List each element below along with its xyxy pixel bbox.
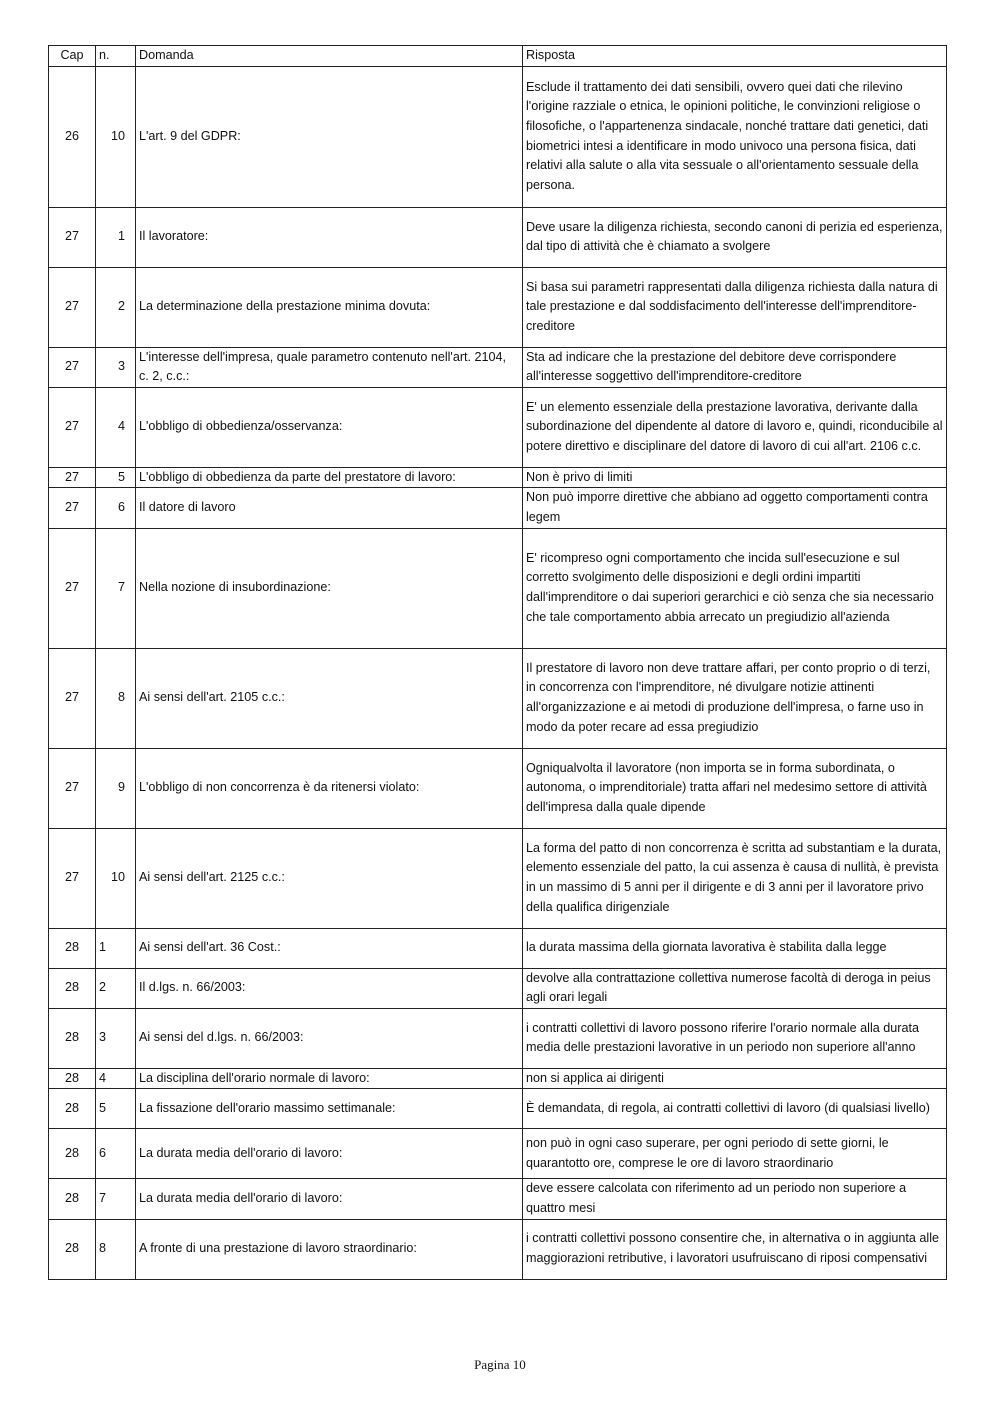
header-cap: Cap bbox=[49, 46, 96, 67]
cell-risposta: i contratti collettivi di lavoro possono riferire l'orario normale alla durata media delle prestazioni lavorative in un periodo non superiore all'anno bbox=[523, 1008, 947, 1068]
cell-risposta: Non è privo di limiti bbox=[523, 467, 947, 488]
cell-risposta: non può in ogni caso superare, per ogni periodo di sette giorni, le quarantotto ore, comprese le ore di lavoro straordinario bbox=[523, 1129, 947, 1179]
cell-risposta: Deve usare la diligenza richiesta, secondo canoni di perizia ed esperienza, dal tipo di attività che è chiamato a svolgere bbox=[523, 207, 947, 267]
cell-n: 7 bbox=[96, 1179, 136, 1219]
table-row bbox=[49, 828, 947, 928]
table-row bbox=[49, 467, 947, 488]
cell-domanda: Ai sensi dell'art. 2105 c.c.: bbox=[136, 648, 523, 748]
header-risposta: Risposta bbox=[523, 46, 947, 67]
table-row bbox=[49, 347, 947, 387]
cell-risposta: Esclude il trattamento dei dati sensibili, ovvero quei dati che rilevino l'origine razziale o etnica, le opinioni politiche, le convinzioni religiose o filosofiche, o l'appartenenza sindacale, nonché trattare dati genetici, dati biometrici intesi a identificare in modo univoco una persona fisica, dati relativi alla salute o alla vita sessuale o all'orientamento sessuale della persona. bbox=[523, 66, 947, 207]
cell-risposta: deve essere calcolata con riferimento ad un periodo non superiore a quattro mesi bbox=[523, 1179, 947, 1219]
cell-n: 10 bbox=[96, 828, 136, 928]
cell-n: 6 bbox=[96, 1129, 136, 1179]
cell-domanda: Ai sensi dell'art. 2125 c.c.: bbox=[136, 828, 523, 928]
cell-n: 5 bbox=[96, 1089, 136, 1129]
cell-n: 10 bbox=[96, 66, 136, 207]
cell-n: 2 bbox=[96, 267, 136, 347]
cell-cap: 28 bbox=[49, 928, 96, 968]
cell-domanda: L'obbligo di obbedienza/osservanza: bbox=[136, 387, 523, 467]
cell-domanda: Il datore di lavoro bbox=[136, 488, 523, 528]
cell-n: 8 bbox=[96, 648, 136, 748]
cell-cap: 28 bbox=[49, 1219, 96, 1279]
table-row bbox=[49, 528, 947, 648]
cell-domanda: Ai sensi dell'art. 36 Cost.: bbox=[136, 928, 523, 968]
table-row bbox=[49, 1068, 947, 1089]
table-row bbox=[49, 1129, 947, 1179]
cell-risposta: la durata massima della giornata lavorativa è stabilita dalla legge bbox=[523, 928, 947, 968]
cell-n: 5 bbox=[96, 467, 136, 488]
cell-risposta: Non può imporre direttive che abbiano ad oggetto comportamenti contra legem bbox=[523, 488, 947, 528]
cell-domanda: L'interesse dell'impresa, quale parametro contenuto nell'art. 2104, c. 2, c.c.: bbox=[136, 347, 523, 387]
table-row bbox=[49, 928, 947, 968]
cell-cap: 27 bbox=[49, 347, 96, 387]
cell-cap: 27 bbox=[49, 267, 96, 347]
table-row bbox=[49, 1219, 947, 1279]
cell-risposta: devolve alla contrattazione collettiva numerose facoltà di deroga in peius agli orari legali bbox=[523, 968, 947, 1008]
cell-risposta: Sta ad indicare che la prestazione del debitore deve corrispondere all'interesse soggettivo dell'imprenditore-creditore bbox=[523, 347, 947, 387]
cell-domanda: La determinazione della prestazione minima dovuta: bbox=[136, 267, 523, 347]
cell-risposta: La forma del patto di non concorrenza è scritta ad substantiam e la durata, elemento essenziale del patto, la cui assenza è causa di nullità, è prevista in un massimo di 5 anni per il dirigente e di 3 anni per il lavoratore privo della qualifica dirigenziale bbox=[523, 828, 947, 928]
table-row bbox=[49, 488, 947, 528]
table-row bbox=[49, 267, 947, 347]
cell-risposta: Si basa sui parametri rappresentati dalla diligenza richiesta dalla natura di tale prestazione e dal soddisfacimento dell'interesse dell'imprenditore-creditore bbox=[523, 267, 947, 347]
table-row bbox=[49, 1179, 947, 1219]
cell-n: 8 bbox=[96, 1219, 136, 1279]
table-row bbox=[49, 66, 947, 207]
cell-domanda: L'art. 9 del GDPR: bbox=[136, 66, 523, 207]
cell-cap: 27 bbox=[49, 467, 96, 488]
cell-n: 2 bbox=[96, 968, 136, 1008]
cell-cap: 28 bbox=[49, 1068, 96, 1089]
header-domanda: Domanda bbox=[136, 46, 523, 67]
cell-n: 4 bbox=[96, 387, 136, 467]
table-row bbox=[49, 748, 947, 828]
cell-n: 7 bbox=[96, 528, 136, 648]
cell-cap: 27 bbox=[49, 748, 96, 828]
cell-risposta: Il prestatore di lavoro non deve trattare affari, per conto proprio o di terzi, in concorrenza con l'imprenditore, né divulgare notizie attinenti all'organizzazione e ai metodi di produzione dell'impresa, o farne uso in modo da poter recare ad essa pregiudizio bbox=[523, 648, 947, 748]
cell-risposta: non si applica ai dirigenti bbox=[523, 1068, 947, 1089]
cell-cap: 27 bbox=[49, 528, 96, 648]
cell-n: 1 bbox=[96, 928, 136, 968]
table-row bbox=[49, 968, 947, 1008]
cell-cap: 27 bbox=[49, 207, 96, 267]
cell-cap: 28 bbox=[49, 1129, 96, 1179]
cell-risposta: E' ricompreso ogni comportamento che incida sull'esecuzione e sul corretto svolgimento delle disposizioni e degli ordini impartiti dall'imprenditore o dai superiori gerarchici e ciò senza che sia necessario che tale comportamento abbia arrecato un pregiudizio all'azienda bbox=[523, 528, 947, 648]
cell-domanda: L'obbligo di obbedienza da parte del prestatore di lavoro: bbox=[136, 467, 523, 488]
qa-table bbox=[48, 45, 947, 1280]
table-row bbox=[49, 207, 947, 267]
cell-domanda: Nella nozione di insubordinazione: bbox=[136, 528, 523, 648]
table-body bbox=[49, 66, 947, 1279]
header-n: n. bbox=[96, 46, 136, 67]
cell-risposta: i contratti collettivi possono consentire che, in alternativa o in aggiunta alle maggiorazioni retributive, i lavoratori usufruiscano di riposi compensativi bbox=[523, 1219, 947, 1279]
page-number: Pagina 10 bbox=[474, 1357, 526, 1372]
cell-domanda: La disciplina dell'orario normale di lavoro: bbox=[136, 1068, 523, 1089]
cell-risposta: E' un elemento essenziale della prestazione lavorativa, derivante dalla subordinazione del dipendente al datore di lavoro e, quindi, riconducibile al potere direttivo e disciplinare del datore di lavoro di cui all'art. 2106 c.c. bbox=[523, 387, 947, 467]
cell-cap: 27 bbox=[49, 387, 96, 467]
cell-cap: 27 bbox=[49, 488, 96, 528]
cell-domanda: La durata media dell'orario di lavoro: bbox=[136, 1129, 523, 1179]
cell-domanda: Il lavoratore: bbox=[136, 207, 523, 267]
cell-domanda: Ai sensi del d.lgs. n. 66/2003: bbox=[136, 1008, 523, 1068]
cell-domanda: A fronte di una prestazione di lavoro straordinario: bbox=[136, 1219, 523, 1279]
table-row bbox=[49, 648, 947, 748]
cell-n: 4 bbox=[96, 1068, 136, 1089]
cell-cap: 28 bbox=[49, 1008, 96, 1068]
cell-risposta: Ogniqualvolta il lavoratore (non importa se in forma subordinata, o autonoma, o imprenditoriale) tratta affari nel medesimo settore di attività dell'impresa dalla quale dipende bbox=[523, 748, 947, 828]
cell-cap: 28 bbox=[49, 1089, 96, 1129]
cell-cap: 27 bbox=[49, 648, 96, 748]
cell-domanda: Il d.lgs. n. 66/2003: bbox=[136, 968, 523, 1008]
cell-n: 6 bbox=[96, 488, 136, 528]
cell-n: 1 bbox=[96, 207, 136, 267]
cell-cap: 28 bbox=[49, 968, 96, 1008]
cell-domanda: La fissazione dell'orario massimo settimanale: bbox=[136, 1089, 523, 1129]
cell-cap: 26 bbox=[49, 66, 96, 207]
cell-n: 3 bbox=[96, 1008, 136, 1068]
cell-domanda: La durata media dell'orario di lavoro: bbox=[136, 1179, 523, 1219]
cell-n: 9 bbox=[96, 748, 136, 828]
table-row bbox=[49, 1089, 947, 1129]
cell-risposta: È demandata, di regola, ai contratti collettivi di lavoro (di qualsiasi livello) bbox=[523, 1089, 947, 1129]
cell-cap: 28 bbox=[49, 1179, 96, 1219]
table-header-row bbox=[49, 46, 947, 67]
cell-n: 3 bbox=[96, 347, 136, 387]
table-row bbox=[49, 1008, 947, 1068]
table-row bbox=[49, 387, 947, 467]
cell-domanda: L'obbligo di non concorrenza è da ritenersi violato: bbox=[136, 748, 523, 828]
cell-cap: 27 bbox=[49, 828, 96, 928]
